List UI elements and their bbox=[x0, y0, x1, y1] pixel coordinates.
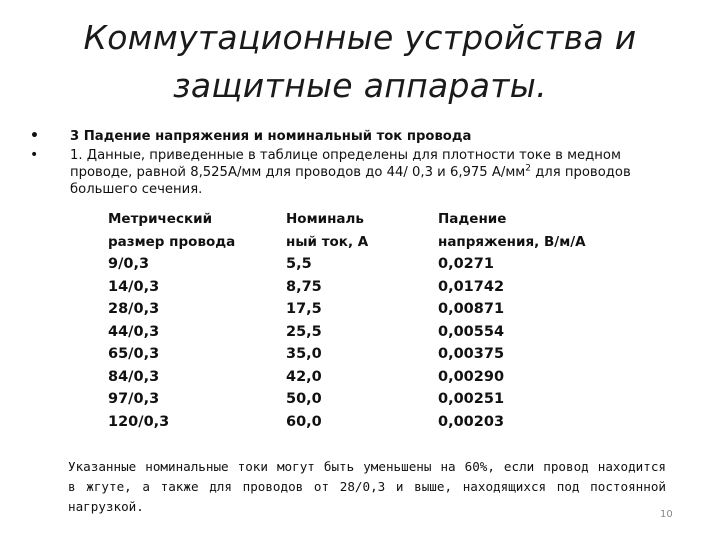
header-wire-size-2: размер провода bbox=[108, 233, 236, 250]
table-row bbox=[108, 411, 628, 434]
cell-rated-current: 50,0 bbox=[286, 391, 322, 408]
cell-rated-current: 35,0 bbox=[286, 346, 322, 363]
cell-wire-size: 65/0,3 bbox=[108, 346, 160, 363]
cell-wire-size: 28/0,3 bbox=[108, 301, 160, 318]
header-wire-size: Метрический bbox=[108, 211, 213, 228]
voltage-drop-table bbox=[108, 208, 628, 433]
header-rated-current-2: ный ток, А bbox=[286, 233, 369, 250]
bullet-text-2: 1. Данные, приведенные в таблице определены для плотности токе в медном проводе, равной 8,525А/мм для проводов до 44/ 0,3 и 6,975 А/мм bbox=[70, 148, 621, 180]
footnote-text: Указанные номинальные токи могут быть уменьшены на 60%, если провод находится в жгуте, а также для проводов от 28/0,3 и выше, находящихся под постоянной нагрузкой. bbox=[68, 459, 666, 514]
cell-rated-current: 5,5 bbox=[286, 256, 312, 273]
table-row bbox=[108, 253, 628, 276]
table-row bbox=[108, 366, 628, 389]
superscript-2: 2 bbox=[525, 163, 531, 174]
table-row bbox=[108, 321, 628, 344]
table-row bbox=[108, 276, 628, 299]
bullet-dot-icon: • bbox=[30, 147, 39, 163]
bullet-text-2-tail: для проводов большего сечения. bbox=[70, 165, 631, 197]
cell-wire-size: 9/0,3 bbox=[108, 256, 150, 273]
table-row bbox=[108, 388, 628, 411]
cell-wire-size: 14/0,3 bbox=[108, 278, 160, 295]
table-row bbox=[108, 343, 628, 366]
table-header-row bbox=[108, 208, 628, 231]
cell-wire-size: 84/0,3 bbox=[108, 368, 160, 385]
header-voltage-drop: Падение bbox=[438, 211, 507, 228]
bullet-text-1: 3 Падение напряжения и номинальный ток провода bbox=[70, 129, 472, 144]
header-voltage-drop-2: напряжения, В/м/А bbox=[438, 233, 586, 250]
title-line-2: защитные аппараты. bbox=[173, 66, 547, 105]
bullet-dot-icon: • bbox=[30, 128, 39, 144]
cell-wire-size: 97/0,3 bbox=[108, 391, 160, 408]
cell-rated-current: 42,0 bbox=[286, 368, 322, 385]
bullet-list bbox=[30, 128, 680, 200]
cell-voltage-drop: 0,0271 bbox=[438, 256, 494, 273]
title-line-1: Коммутационные устройства и bbox=[83, 18, 637, 57]
cell-rated-current: 25,5 bbox=[286, 323, 322, 340]
cell-voltage-drop: 0,00871 bbox=[438, 301, 505, 318]
bullet-item-2 bbox=[30, 147, 680, 198]
cell-voltage-drop: 0,00203 bbox=[438, 413, 505, 430]
cell-voltage-drop: 0,00251 bbox=[438, 391, 505, 408]
cell-rated-current: 8,75 bbox=[286, 278, 322, 295]
cell-rated-current: 60,0 bbox=[286, 413, 322, 430]
table-row bbox=[108, 298, 628, 321]
cell-wire-size: 120/0,3 bbox=[108, 413, 170, 430]
cell-rated-current: 17,5 bbox=[286, 301, 322, 318]
cell-voltage-drop: 0,00554 bbox=[438, 323, 505, 340]
bullet-item-1 bbox=[30, 128, 680, 145]
cell-voltage-drop: 0,00375 bbox=[438, 346, 505, 363]
cell-wire-size: 44/0,3 bbox=[108, 323, 160, 340]
cell-voltage-drop: 0,00290 bbox=[438, 368, 505, 385]
page-number: 10 bbox=[660, 509, 673, 520]
cell-voltage-drop: 0,01742 bbox=[438, 278, 505, 295]
header-rated-current: Номиналь bbox=[286, 211, 364, 228]
slide-title bbox=[60, 14, 660, 110]
table-header-row bbox=[108, 231, 628, 254]
